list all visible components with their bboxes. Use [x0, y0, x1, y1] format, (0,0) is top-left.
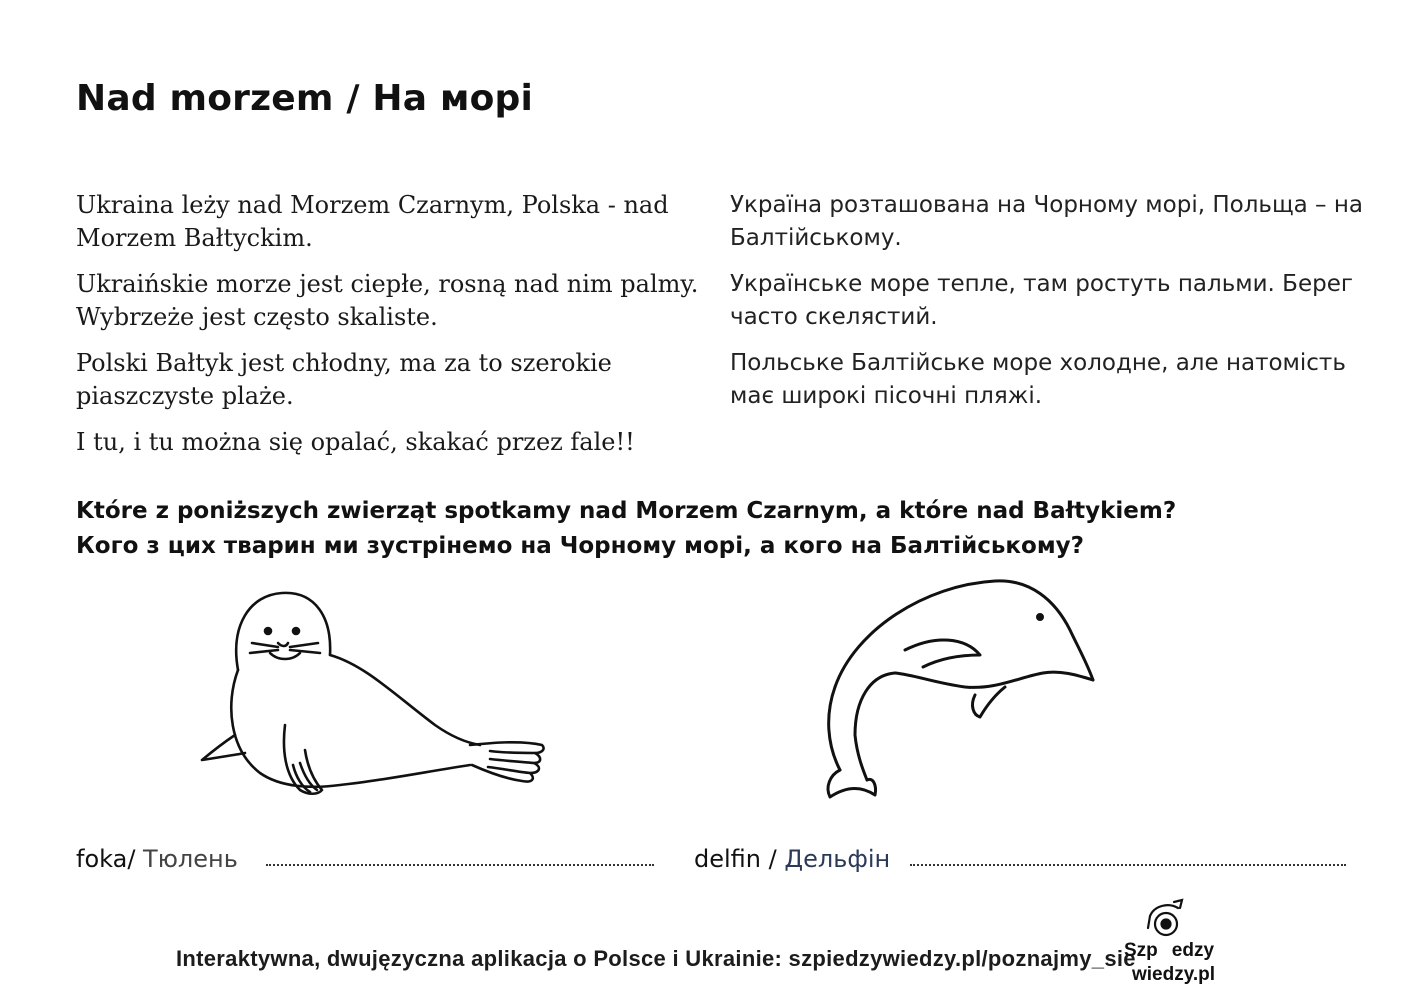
dolphin-label-polish: delfin / — [694, 845, 777, 873]
seal-label — [76, 845, 238, 873]
ukrainian-text-column — [730, 189, 1370, 426]
seal-label-polish: foka/ — [76, 845, 136, 873]
dolphin-label — [694, 845, 890, 873]
dolphin-label-ukrainian: Дельфін — [784, 845, 891, 873]
polish-text-column — [76, 189, 706, 472]
polish-paragraph-3: Polski Bałtyk jest chłodny, ma za to szerokie piaszczyste plaże. — [76, 349, 612, 410]
page-title: Nad morzem / На морі — [76, 78, 534, 119]
szpiedzy-wiedzy-logo — [1122, 898, 1232, 994]
polish-paragraph-4: I tu, i tu można się opalać, skakać przez fale!! — [76, 428, 635, 456]
dolphin-illustration — [815, 575, 1100, 810]
ukrainian-paragraph-3: Польське Балтійське море холодне, але натомість має широкі пісочні пляжі. — [730, 350, 1346, 409]
ukrainian-paragraph-1: Україна розташована на Чорному морі, Польща – на Балтійському. — [730, 192, 1363, 251]
logo-text-line2: wiedzy.pl — [1132, 964, 1216, 985]
seal-illustration — [190, 585, 560, 810]
polish-paragraph-1: Ukraina leży nad Morzem Czarnym, Polska - nad Morzem Bałtyckim. — [76, 191, 669, 252]
footer-app-link[interactable]: Interaktywna, dwujęzyczna aplikacja o Polsce i Ukrainie: szpiedzywiedzy.pl/poznajmy_sie — [176, 946, 1136, 971]
seal-answer-line[interactable] — [266, 864, 654, 866]
dolphin-answer-line[interactable] — [910, 864, 1346, 866]
logo-text-edzy: edzy — [1171, 940, 1215, 961]
seal-label-ukrainian: Тюлень — [143, 845, 238, 873]
spy-eye-icon — [1144, 898, 1190, 940]
logo-text-line1 — [1124, 940, 1214, 962]
exercise-question — [76, 494, 1176, 564]
logo-text-szp: Szp — [1124, 940, 1158, 961]
question-polish: Które z poniższych zwierząt spotkamy nad Morzem Czarnym, a które nad Bałtykiem? — [76, 498, 1177, 524]
question-ukrainian: Кого з цих тварин ми зустрінемо на Чорному морі, а кого на Балтійському? — [76, 533, 1084, 559]
polish-paragraph-2: Ukraińskie morze jest ciepłe, rosną nad nim palmy. Wybrzeże jest często skaliste. — [76, 270, 699, 331]
ukrainian-paragraph-2: Українське море тепле, там ростуть пальми. Берег часто скелястий. — [730, 271, 1353, 330]
